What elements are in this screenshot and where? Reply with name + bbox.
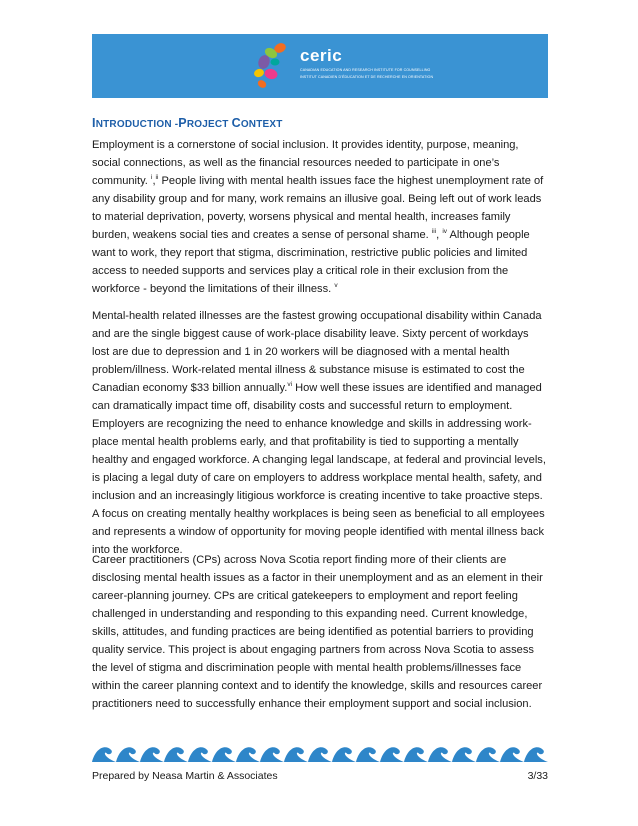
wave-icon bbox=[284, 747, 308, 762]
wave-icon bbox=[236, 747, 260, 762]
logo-tagline-en: CANADIAN EDUCATION AND RESEARCH INSTITUTE FOR COUNSELLING bbox=[300, 68, 431, 72]
paragraph-3: Career practitioners (CPs) across Nova Scotia report finding more of their clients are disclosing mental health issues as a factor in their unemployment and as an element in their career-planning journey. CPs are critical gatekeepers to employment and report feeling challenged in understanding and responding to this expanding need. Current knowledge, skills, attitudes, and funding practices are being identified as potential barriers to providing quality service. This project is about engaging partners from across Nova Scotia to assess the level of stigma and discrimination people with mental health problems/illnesses face within the career planning context and to identify the knowledge, skills and resources career practitioners need to successfully enhance their employment support and social inclusion. bbox=[92, 554, 543, 710]
footnote-ref[interactable]: i bbox=[151, 174, 153, 181]
wave-icon bbox=[356, 747, 380, 762]
wave-icon bbox=[380, 747, 404, 762]
wave-icon bbox=[500, 747, 524, 762]
wave-icon bbox=[332, 747, 356, 762]
paragraph-2: Mental-health related illnesses are the fastest growing occupational disability within Canada and are the single biggest cause of work-place disability leave. Sixty percent of workdays lost are due to depression and 1 in 20 workers will be diagnosed with a mental health problem/illness. Work-related mental illness & substance misuse is estimated to cost the Canadian economy $33 billion annually.$^{vi}$ How well these issues are identified and managed can dramatically impact time off, disability costs and successful return to employment. Employers are recognizing the need to enhance knowledge and skills in addressing work-place mental health problems early, and that profitability is tied to supporting a mentally healthy and engaged workforce. A changing legal landscape, at federal and provincial levels, is placing a legal duty of care on employers to address workplace mental health, safety, and inclusion and an increasingly litigious workforce is creating incentive to take proactive steps. A focus on creating mentally healthy workplaces is being seen as beneficial to all employees and represents a window of opportunity for moving people identified with mental illness back into the workforce. bbox=[92, 310, 546, 556]
wave-icon bbox=[188, 747, 212, 762]
header-banner bbox=[92, 34, 548, 98]
section-title: INTRODUCTION -PROJECT CONTEXT bbox=[92, 116, 283, 130]
wave-icon bbox=[404, 747, 428, 762]
ceric-logo bbox=[250, 40, 434, 90]
wave-border bbox=[92, 742, 548, 764]
logo-tagline-fr: INSTITUT CANADIEN D'ÉDUCATION ET DE RECHERCHE EN ORIENTATION bbox=[300, 75, 434, 79]
footer-prepared-by: Prepared by Neasa Martin & Associates bbox=[92, 770, 278, 782]
wave-icon bbox=[92, 747, 116, 762]
wave-icon bbox=[212, 747, 236, 762]
logo-wordmark: ceric bbox=[300, 46, 343, 65]
wave-icon bbox=[476, 747, 500, 762]
footnote-ref[interactable]: ii bbox=[155, 174, 159, 181]
footnote-ref[interactable]: v bbox=[334, 282, 338, 289]
page-number: 3/33 bbox=[527, 770, 548, 782]
wave-icon bbox=[260, 747, 284, 762]
wave-icon bbox=[116, 747, 140, 762]
paragraph-1: Employment is a cornerstone of social inclusion. It provides identity, purpose, meaning, social connections, as well as the financial resources needed to participate in one’s community. $^i$,$^{ii}$ People living with mental health issues face the highest unemployment rate of any disability group and for many, work remains an illusive goal. Being left out of work leads to material deprivation, poverty, worsens physical and mental health, increases family burden, weakens social ties and creates a sense of personal shame. $^{iii}$, $^{iv}$ Although people want to work, they report that stigma, discrimination, restrictive public policies and limited access to needed supports and services play a critical role in their exclusion from the workforce - beyond the limitations of their illness. $^v$ bbox=[92, 139, 544, 295]
ceric-petals-icon bbox=[250, 40, 298, 92]
footnote-ref[interactable]: iii bbox=[431, 228, 437, 235]
wave-icon bbox=[428, 747, 452, 762]
wave-icon bbox=[308, 747, 332, 762]
footnote-ref[interactable]: iv bbox=[442, 228, 448, 235]
wave-icon bbox=[164, 747, 188, 762]
footnote-ref[interactable]: vi bbox=[287, 381, 293, 388]
wave-icon bbox=[452, 747, 476, 762]
wave-icon bbox=[524, 747, 548, 762]
wave-icon bbox=[140, 747, 164, 762]
